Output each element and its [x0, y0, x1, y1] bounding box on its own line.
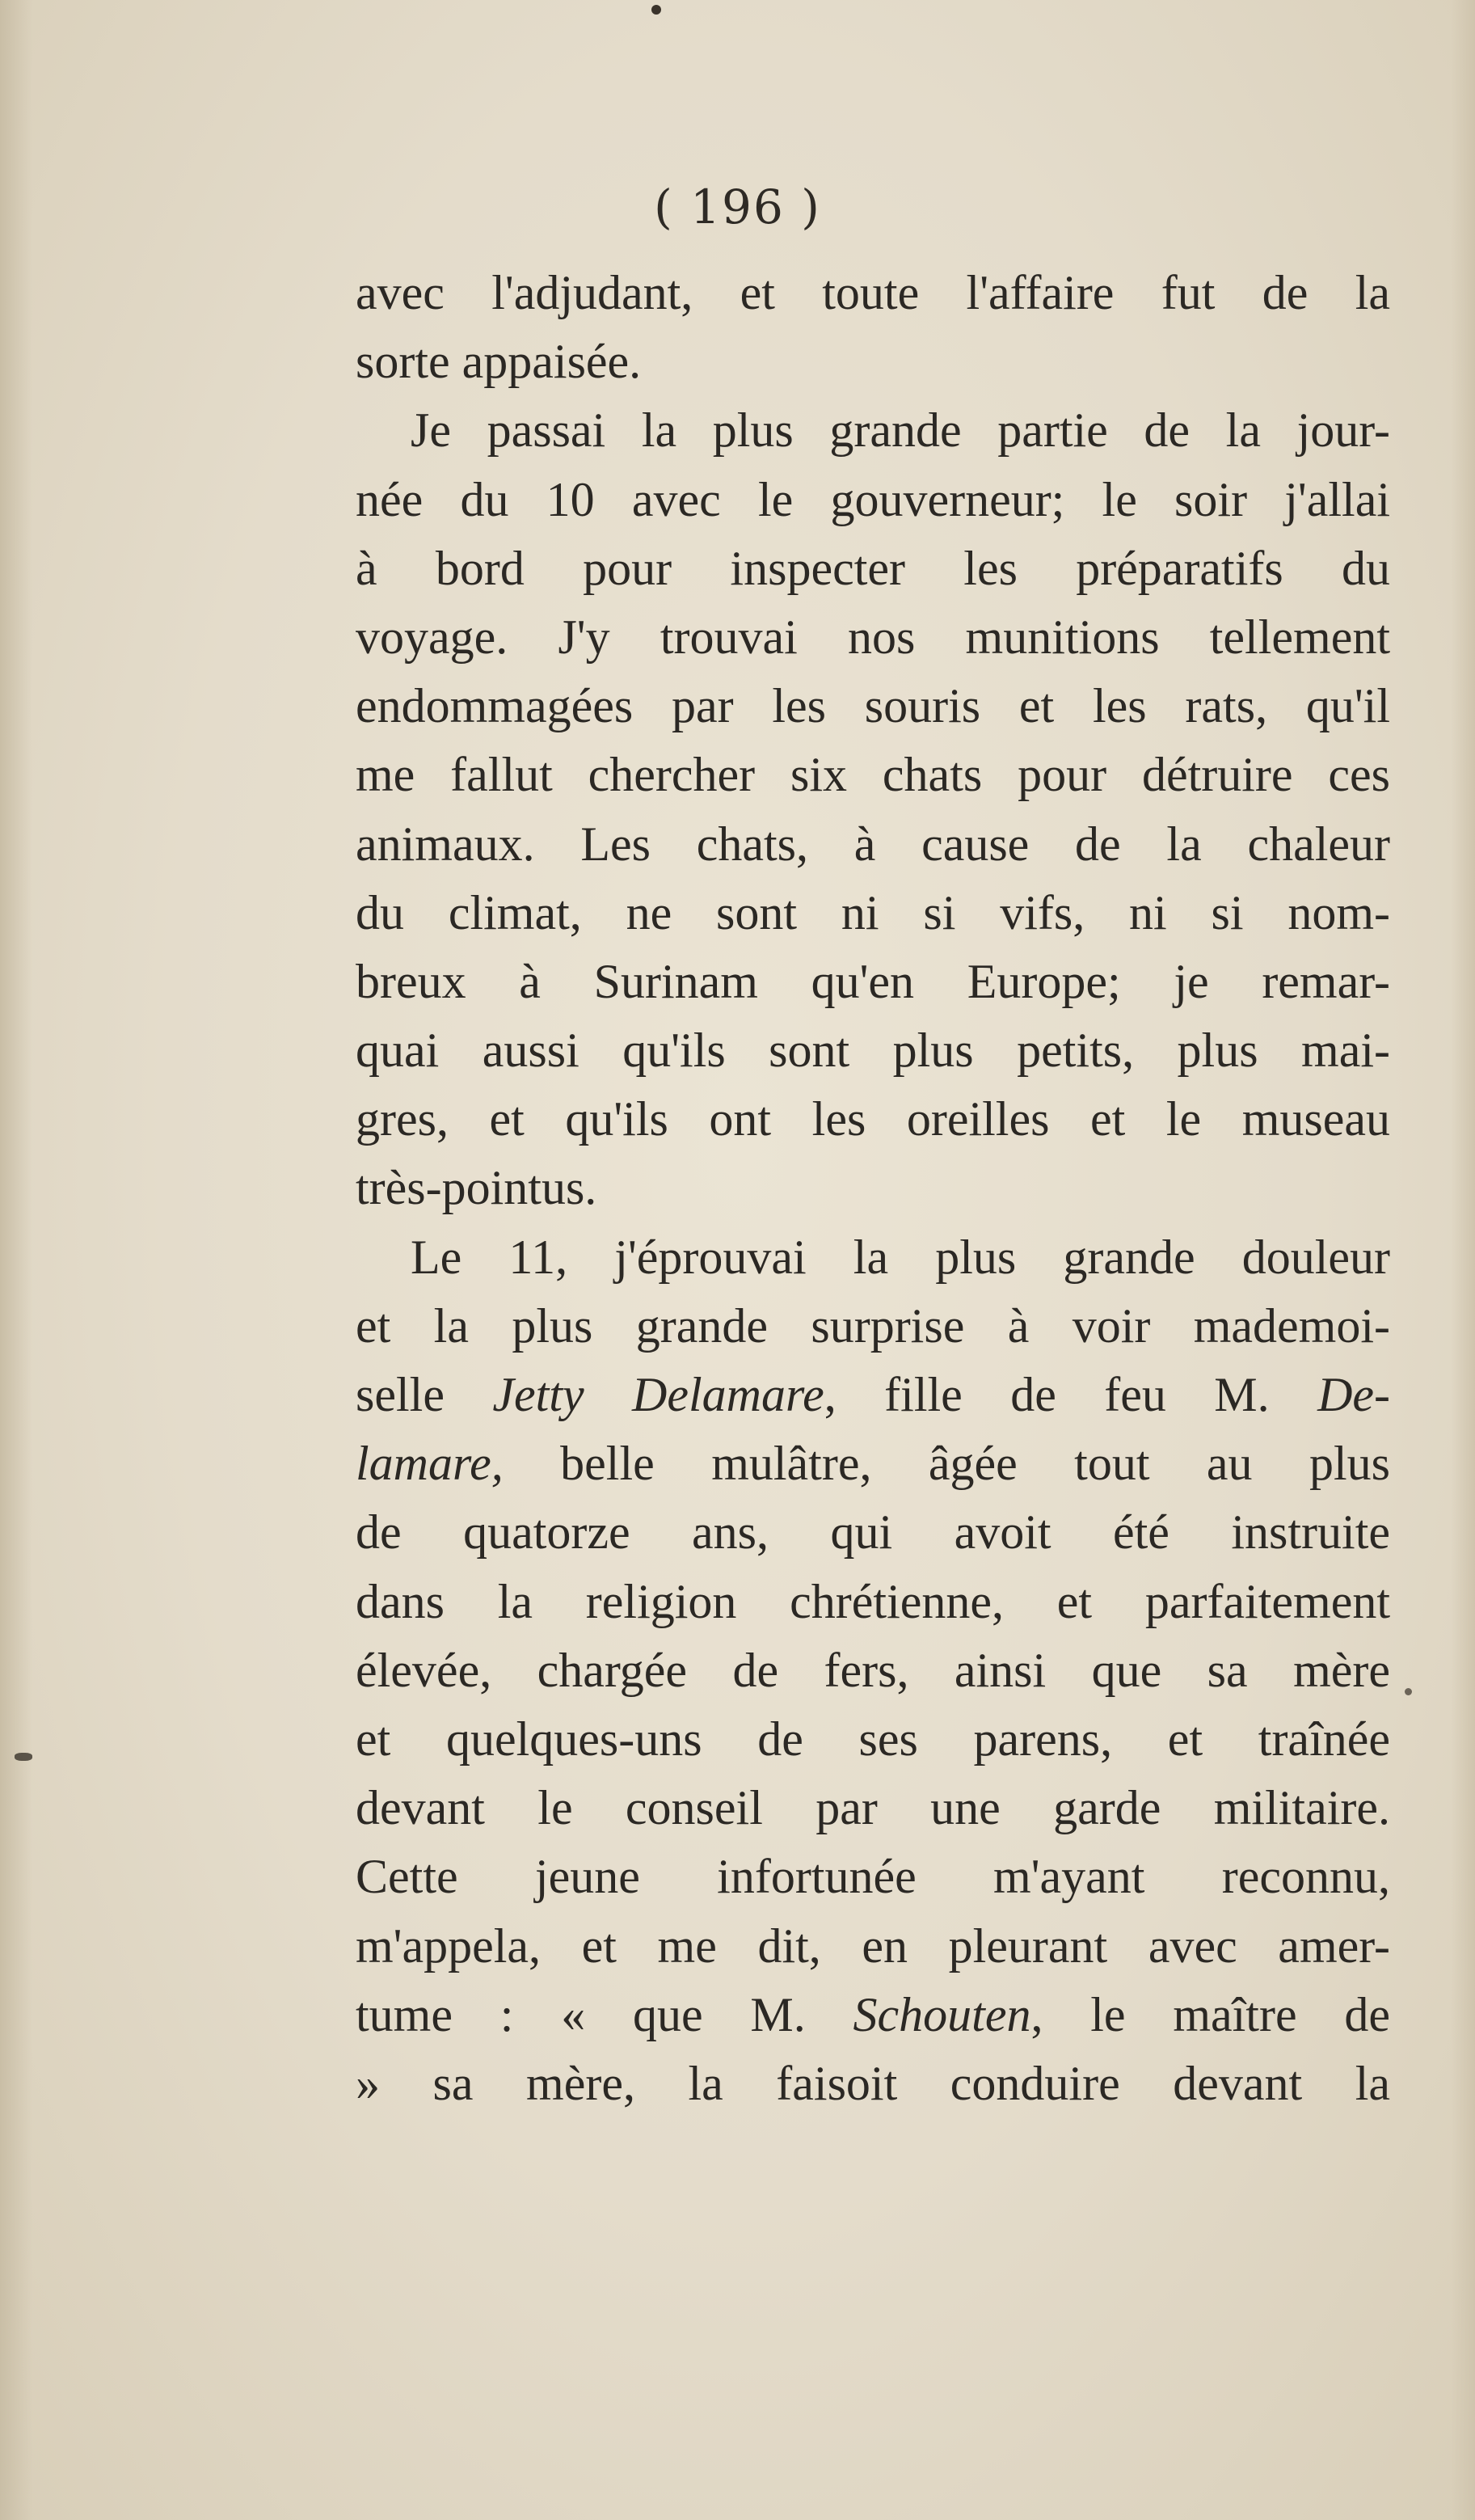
text-line: [356, 1568, 1390, 1636]
text-line: [356, 327, 1390, 396]
text-segment: devant le conseil par une garde militaire.: [356, 1781, 1390, 1835]
text-segment: et la plus grande surprise à voir mademoi-: [356, 1298, 1390, 1353]
text-line: [356, 1223, 1390, 1292]
text-line: [356, 1085, 1390, 1154]
text-line: [356, 534, 1390, 603]
text-line: [356, 1154, 1390, 1222]
text-line: [356, 466, 1390, 534]
body-text: [356, 259, 1390, 2118]
text-line: [356, 672, 1390, 741]
italic-text: Jetty Delamare: [492, 1368, 824, 1421]
text-line: [356, 741, 1390, 809]
ink-spot: [651, 5, 661, 15]
text-line: [356, 879, 1390, 948]
text-segment: élevée, chargée de fers, ainsi que sa mère: [356, 1643, 1390, 1697]
text-line: [356, 1361, 1390, 1429]
text-line: [356, 810, 1390, 879]
page-left-edge-shadow: [0, 0, 32, 2520]
text-segment: m'appela, et me dit, en pleurant avec amer-: [356, 1918, 1390, 1973]
text-segment: quai aussi qu'ils sont plus petits, plus mai-: [356, 1024, 1390, 1078]
text-line: [356, 259, 1390, 327]
text-line: [356, 2049, 1390, 2118]
text-segment: animaux. Les chats, à cause de la chaleur: [356, 817, 1390, 871]
text-segment: tume : « que M.: [356, 1987, 853, 2041]
text-line: [356, 1774, 1390, 1843]
ink-spot: [15, 1753, 32, 1761]
text-segment: avec l'adjudant, et toute l'affaire fut de la: [356, 266, 1390, 319]
text-segment: voyage. J'y trouvai nos munitions tellement: [356, 610, 1390, 664]
text-segment: à bord pour inspecter les préparatifs du: [356, 541, 1390, 595]
italic-text: De-: [1317, 1368, 1391, 1421]
text-segment: gres, et qu'ils ont les oreilles et le museau: [356, 1092, 1390, 1146]
text-segment: , fille de feu M.: [824, 1368, 1318, 1421]
ink-spot: [1405, 1688, 1412, 1695]
text-line: [356, 1636, 1390, 1705]
text-segment: breux à Surinam qu'en Europe; je remar-: [356, 954, 1390, 1008]
text-line: [356, 1912, 1390, 1981]
text-segment: de quatorze ans, qui avoit été instruite: [356, 1505, 1390, 1560]
text-line: [356, 1292, 1390, 1361]
text-line: [356, 1498, 1390, 1567]
text-segment: Je passai la plus grande partie de la jour-: [411, 403, 1390, 458]
text-segment: sorte appaisée.: [356, 335, 642, 389]
text-line: [356, 1981, 1390, 2049]
text-segment: » sa mère, la faisoit conduire devant la: [356, 2056, 1390, 2110]
text-line: [356, 603, 1390, 672]
text-segment: dans la religion chrétienne, et parfaitement: [356, 1574, 1390, 1628]
text-segment: belle mulâtre, âgée tout au plus: [503, 1437, 1390, 1491]
text-line: [356, 1429, 1390, 1498]
text-segment: me fallut chercher six chats pour détruire ces: [356, 748, 1390, 802]
text-segment: Le 11, j'éprouvai la plus grande douleur: [411, 1230, 1390, 1284]
text-line: [356, 1843, 1390, 1911]
page-number: ( 196 ): [654, 179, 821, 234]
page-right-edge-shadow: [1451, 0, 1475, 2520]
text-segment: Cette jeune infortunée m'ayant reconnu,: [356, 1850, 1390, 1904]
text-line: [356, 948, 1390, 1016]
text-segment: du climat, ne sont ni si vifs, ni si nom-: [356, 885, 1390, 939]
italic-text: Schouten: [853, 1987, 1031, 2041]
text-line: [356, 1705, 1390, 1774]
text-line: [356, 396, 1390, 465]
text-segment: selle: [356, 1368, 493, 1421]
text-segment: endommagées par les souris et les rats, qu'il: [356, 679, 1390, 733]
text-line: [356, 1016, 1390, 1085]
text-segment: née du 10 avec le gouverneur; le soir j'allai: [356, 472, 1390, 526]
text-segment: très-pointus.: [356, 1161, 597, 1215]
text-segment: et quelques-uns de ses parens, et traînée: [356, 1712, 1390, 1766]
italic-text: lamare,: [356, 1437, 504, 1491]
text-segment: , le maître de: [1030, 1987, 1390, 2041]
